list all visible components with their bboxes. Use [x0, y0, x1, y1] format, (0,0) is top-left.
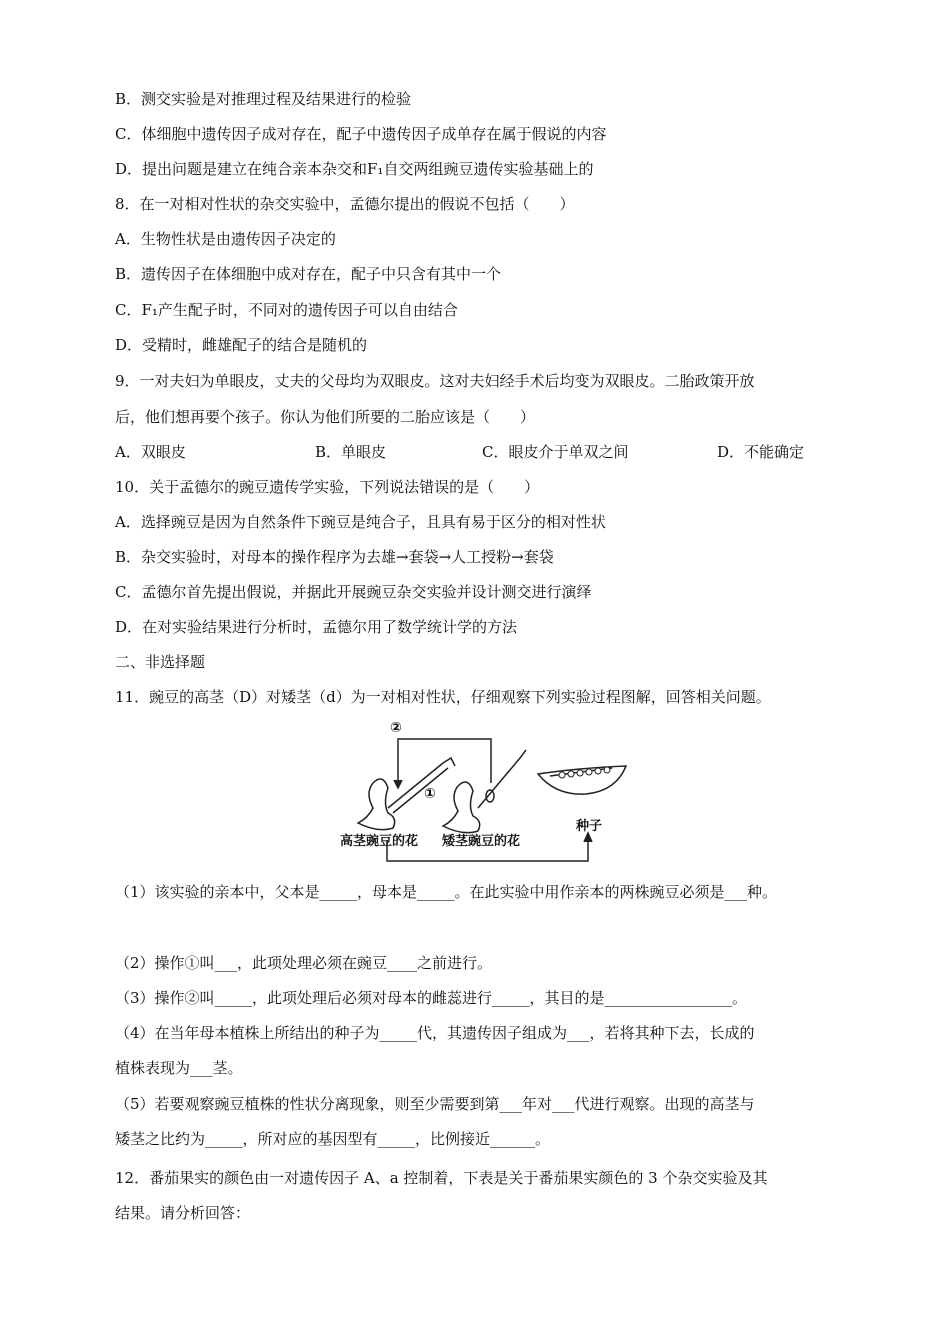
q9-option-d: D．不能确定 — [717, 443, 805, 461]
q11-part4-line2: 植株表现为___茎。 — [115, 1059, 243, 1077]
q8-option-a: A．生物性状是由遗传因子决定的 — [115, 230, 336, 248]
op1-label: ① — [424, 786, 436, 802]
short-flower-icon — [443, 782, 480, 833]
q7-option-b: B．测交实验是对推理过程及结果进行的检验 — [115, 90, 412, 108]
q11-part2: （2）操作①叫___，此项处理必须在豌豆____之前进行。 — [115, 954, 493, 972]
q10-option-a: A．选择豌豆是因为自然条件下豌豆是纯合子，且具有易于区分的相对性状 — [115, 513, 606, 531]
short-flower-label: 矮茎豌豆的花 — [442, 834, 521, 849]
q8-stem: 8．在一对相对性状的杂交实验中，孟德尔提出的假说不包括（ ） — [115, 195, 575, 213]
section-heading: 二、非选择题 — [115, 653, 206, 671]
q11-part5-line2: 矮茎之比约为_____，所对应的基因型有_____，比例接近______。 — [115, 1130, 551, 1148]
q7-option-d: D．提出问题是建立在纯合亲本杂交和F₁自交两组豌豆遗传实验基础上的 — [115, 160, 594, 178]
q11-part5-line1: （5）若要观察豌豆植株的性状分离现象，则至少需要到第___年对___代进行观察。出现的高茎与 — [115, 1095, 755, 1113]
q10-stem: 10．关于孟德尔的豌豆遗传学实验，下列说法错误的是（ ） — [115, 478, 540, 496]
q9-option-a: A．双眼皮 — [115, 443, 186, 461]
q10-option-c: C．孟德尔首先提出假说，并据此开展豌豆杂交实验并设计测交进行演绎 — [115, 583, 592, 601]
q11-part3: （3）操作②叫_____，此项处理后必须对母本的雌蕊进行_____，其目的是_________________。 — [115, 989, 748, 1007]
q10-option-b: B．杂交实验时，对母本的操作程序为去雄→套袋→人工授粉→套袋 — [115, 548, 554, 566]
q9-stem-line2: 后，他们想再要个孩子。你认为他们所要的二胎应该是（ ） — [115, 408, 536, 426]
q10-option-d: D．在对实验结果进行分析时，孟德尔用了数学统计学的方法 — [115, 618, 518, 636]
tall-flower-icon — [358, 779, 395, 830]
q8-option-d: D．受精时，雌雄配子的结合是随机的 — [115, 336, 368, 354]
q11-stem: 11．豌豆的高茎（D）对矮茎（d）为一对相对性状，仔细观察下列实验过程图解，回答相关问题。 — [115, 688, 771, 706]
q8-option-b: B．遗传因子在体细胞中成对存在，配子中只含有其中一个 — [115, 265, 502, 283]
q11-part1: （1）该实验的亲本中，父本是_____，母本是_____。在此实验中用作亲本的两株豌豆必须是___种。 — [115, 883, 778, 901]
q11-part4-line1: （4）在当年母本植株上所结出的种子为_____代，其遗传因子组成为___，若将其种下去，长成的 — [115, 1024, 755, 1042]
pea-cross-diagram — [338, 718, 628, 866]
q12-stem-line1: 12．番茄果实的颜色由一对遗传因子 A、a 控制着，下表是关于番茄果实颜色的 3 个杂交实验及其 — [115, 1169, 768, 1187]
q9-stem-line1: 9．一对夫妇为单眼皮，丈夫的父母均为双眼皮。这对夫妇经手术后均变为双眼皮。二胎政策开放 — [115, 372, 755, 390]
q8-option-c: C．F₁产生配子时，不同对的遗传因子可以自由结合 — [115, 301, 458, 319]
q9-option-c: C．眼皮介于单双之间 — [482, 443, 629, 461]
q12-stem-line2: 结果。请分析回答： — [115, 1204, 251, 1222]
q7-option-c: C．体细胞中遗传因子成对存在，配子中遗传因子成单存在属于假说的内容 — [115, 125, 607, 143]
q9-option-b: B．单眼皮 — [315, 443, 387, 461]
tall-flower-label: 高茎豌豆的花 — [340, 834, 419, 849]
op2-label: ② — [390, 720, 402, 736]
brush-icon — [478, 750, 526, 808]
seed-label: 种子 — [576, 819, 603, 834]
